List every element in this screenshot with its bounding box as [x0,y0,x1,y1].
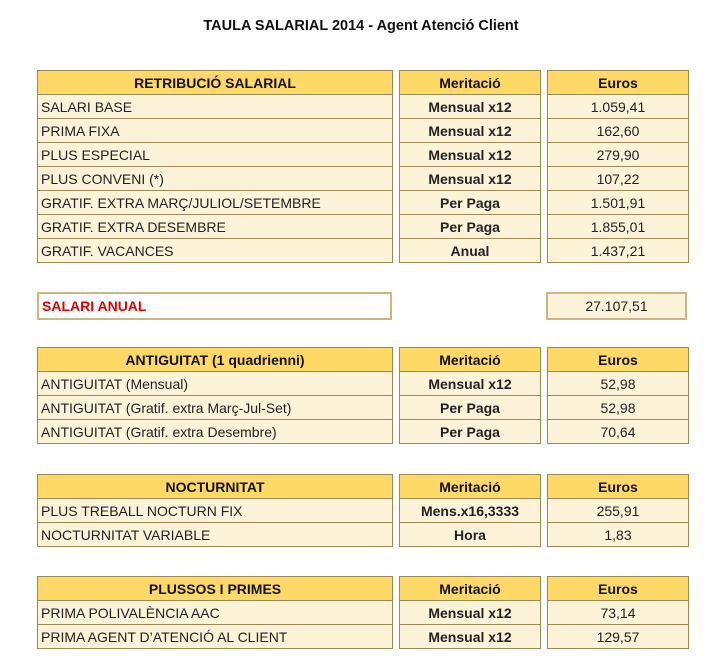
gap [541,499,548,523]
section-table [37,474,689,547]
euros-cell: 52,98 [548,372,689,396]
gap [393,475,400,499]
gap [541,523,548,547]
section-heading: NOCTURNITAT [38,475,393,499]
gap [541,372,548,396]
gap [393,577,400,601]
gap [541,625,548,649]
concept-cell: SALARI BASE [38,95,393,119]
concept-cell: PRIMA POLIVALÈNCIA AAC [38,601,393,625]
gap [393,191,400,215]
table-row [38,143,689,167]
concept-cell: PRIMA FIXA [38,119,393,143]
gap [393,239,400,263]
euros-cell: 1.501,91 [548,191,689,215]
euros-header: Euros [548,475,689,499]
euros-header: Euros [548,71,689,95]
meritacio-cell: Per Paga [400,215,541,239]
meritacio-header: Meritació [400,348,541,372]
meritacio-header: Meritació [400,71,541,95]
euros-header: Euros [548,577,689,601]
salari-anual-value: 27.107,51 [585,298,648,314]
salari-anual-label-box [37,292,392,320]
table-row [38,119,689,143]
meritacio-cell: Per Paga [400,420,541,444]
section-heading: ANTIGUITAT (1 quadrienni) [38,348,393,372]
table-row [38,372,689,396]
concept-cell: GRATIF. EXTRA DESEMBRE [38,215,393,239]
gap [393,95,400,119]
euros-header: Euros [548,348,689,372]
section-header-row [38,475,689,499]
table-row [38,625,689,649]
meritacio-header: Meritació [400,475,541,499]
gap [393,215,400,239]
meritacio-cell: Mensual x12 [400,167,541,191]
section-header-row [38,71,689,95]
table-row [38,499,689,523]
meritacio-cell: Mensual x12 [400,95,541,119]
section-header-row [38,577,689,601]
meritacio-cell: Per Paga [400,396,541,420]
gap [541,143,548,167]
gap [541,475,548,499]
gap [541,119,548,143]
gap [393,348,400,372]
gap [393,143,400,167]
meritacio-cell: Mensual x12 [400,372,541,396]
meritacio-cell: Mensual x12 [400,601,541,625]
euros-cell: 1.437,21 [548,239,689,263]
page-title: TAULA SALARIAL 2014 - Agent Atenció Client [203,18,519,34]
table-row [38,396,689,420]
meritacio-cell: Mens.x16,3333 [400,499,541,523]
meritacio-cell: Per Paga [400,191,541,215]
euros-cell: 255,91 [548,499,689,523]
euros-cell: 73,14 [548,601,689,625]
gap [541,577,548,601]
meritacio-cell: Mensual x12 [400,625,541,649]
table-row [38,191,689,215]
euros-cell: 279,90 [548,143,689,167]
euros-cell: 1.059,41 [548,95,689,119]
table-row [38,601,689,625]
table-row [38,523,689,547]
gap [541,396,548,420]
concept-cell: ANTIGUITAT (Gratif. extra Desembre) [38,420,393,444]
gap [541,239,548,263]
section-heading: PLUSSOS I PRIMES [38,577,393,601]
concept-cell: PLUS ESPECIAL [38,143,393,167]
table-row [38,420,689,444]
section-table [37,70,689,263]
salari-anual-label: SALARI ANUAL [42,298,147,314]
gap [541,348,548,372]
section-heading: RETRIBUCIÓ SALARIAL [38,71,393,95]
gap [393,119,400,143]
gap [393,167,400,191]
euros-cell: 1.855,01 [548,215,689,239]
gap [541,95,548,119]
section-table [37,576,689,649]
euros-cell: 52,98 [548,396,689,420]
gap [393,71,400,95]
gap [541,601,548,625]
gap [393,396,400,420]
table-row [38,215,689,239]
concept-cell: PLUS TREBALL NOCTURN FIX [38,499,393,523]
salari-anual-value-box [546,292,687,320]
gap [393,499,400,523]
euros-cell: 70,64 [548,420,689,444]
gap [541,420,548,444]
table-row [38,239,689,263]
concept-cell: PLUS CONVENI (*) [38,167,393,191]
meritacio-cell: Hora [400,523,541,547]
gap [541,215,548,239]
concept-cell: ANTIGUITAT (Gratif. extra Març-Jul-Set) [38,396,393,420]
euros-cell: 162,60 [548,119,689,143]
gap [393,372,400,396]
euros-cell: 107,22 [548,167,689,191]
gap [541,191,548,215]
concept-cell: PRIMA AGENT D’ATENCIÓ AL CLIENT [38,625,393,649]
euros-cell: 129,57 [548,625,689,649]
gap [393,523,400,547]
euros-cell: 1,83 [548,523,689,547]
gap [393,420,400,444]
meritacio-cell: Anual [400,239,541,263]
gap [541,71,548,95]
table-row [38,95,689,119]
section-table [37,347,689,444]
concept-cell: GRATIF. EXTRA MARÇ/JULIOL/SETEMBRE [38,191,393,215]
section-header-row [38,348,689,372]
gap [393,625,400,649]
concept-cell: GRATIF. VACANCES [38,239,393,263]
meritacio-header: Meritació [400,577,541,601]
concept-cell: NOCTURNITAT VARIABLE [38,523,393,547]
table-row [38,167,689,191]
meritacio-cell: Mensual x12 [400,143,541,167]
concept-cell: ANTIGUITAT (Mensual) [38,372,393,396]
gap [541,167,548,191]
meritacio-cell: Mensual x12 [400,119,541,143]
gap [393,601,400,625]
